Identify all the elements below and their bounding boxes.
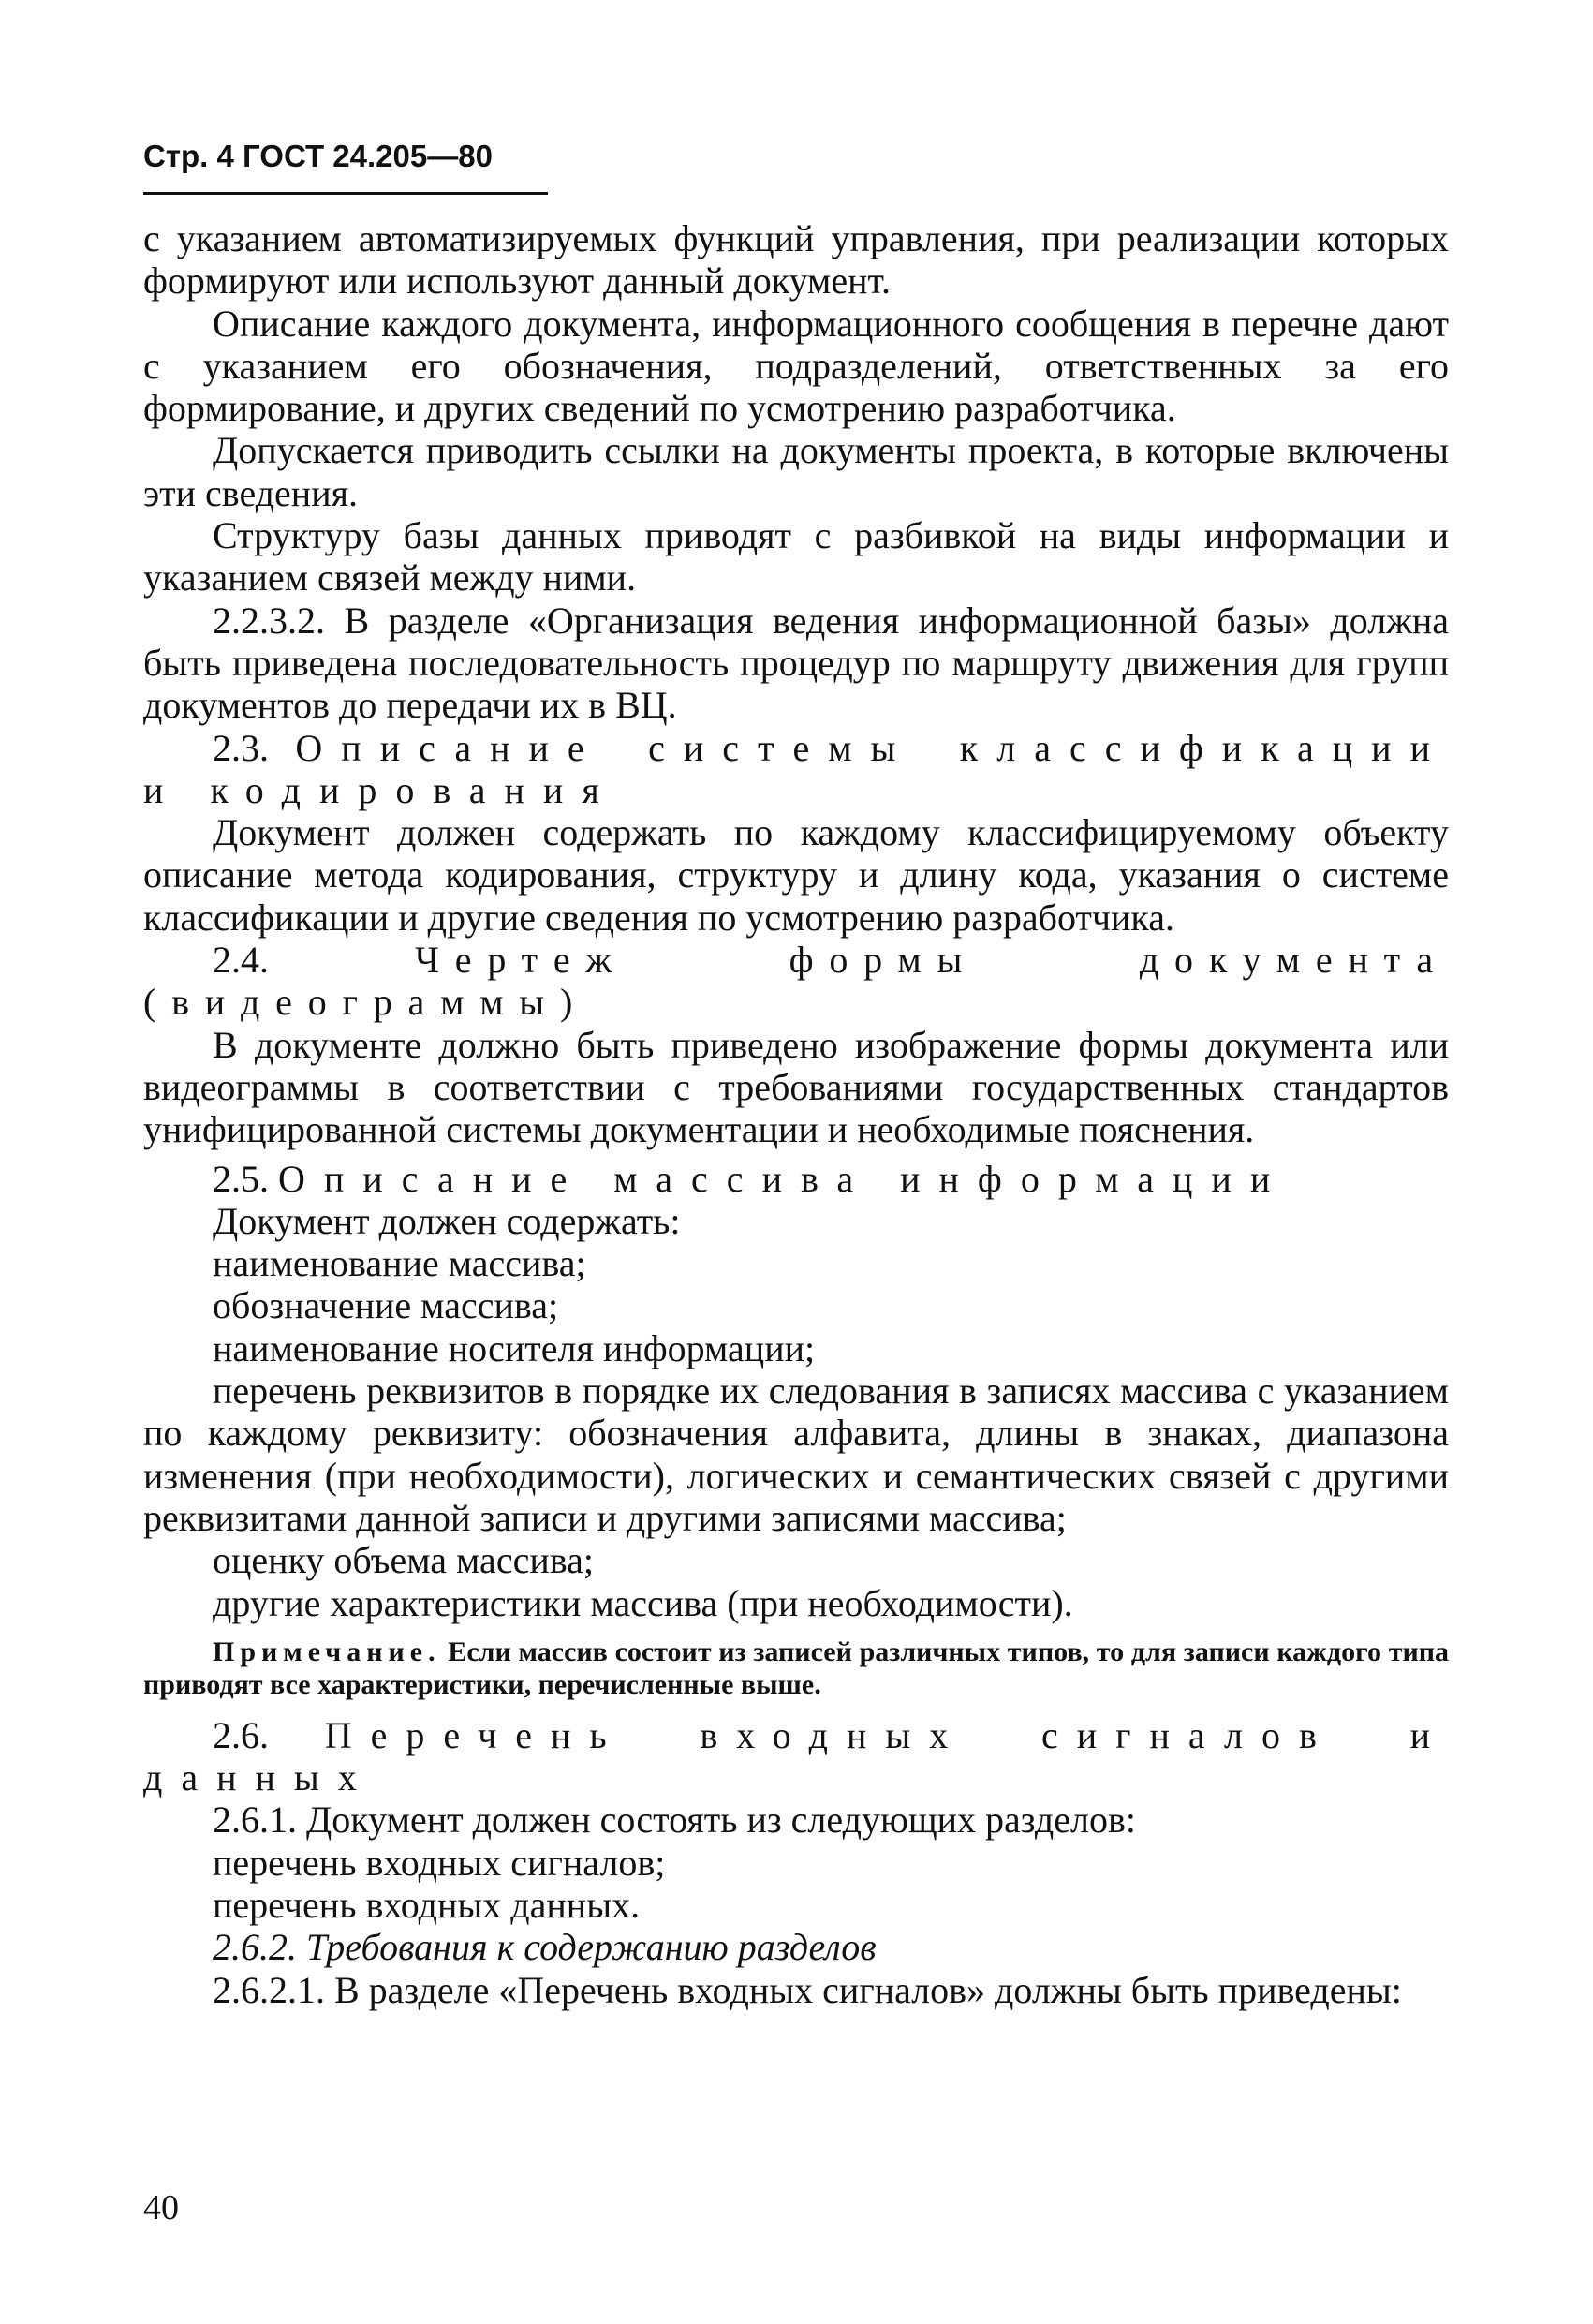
list-item: перечень реквизитов в порядке их следования в записях массива с указанием по каждому реквизиту: обозначения алфавита, длины в знаках, диапазона изменения (при необходимости), логических и семантических связей с другими реквизитами данной записи и другими записями массива; <box>143 1369 1449 1539</box>
section-title: Описание массива информации <box>278 1157 1290 1200</box>
paragraph: Допускается приводить ссылки на документы проекта, в которые включены эти сведения. <box>143 429 1449 514</box>
section-number: 2.3. <box>213 726 269 769</box>
list-item: обозначение массива; <box>213 1284 559 1327</box>
list-item: наименование массива; <box>213 1242 586 1285</box>
section-title: Чертеж формы документа (видеограммы) <box>143 939 1449 1024</box>
section-heading-2-5 <box>143 1158 1449 1200</box>
section-number: 2.5. <box>213 1157 269 1200</box>
note <box>143 1636 1449 1701</box>
section-title: Описание системы классификации и кодирования <box>143 726 1449 811</box>
list-item: перечень входных данных. <box>213 1883 641 1926</box>
section-intro: Документ должен содержать: <box>213 1199 681 1242</box>
paragraph-2-6-2-1: 2.6.2.1. В разделе «Перечень входных сигналов» должны быть приведены: <box>213 1968 1402 2011</box>
section-heading-2-3 <box>143 727 1449 812</box>
list-item: наименование носителя информации; <box>213 1326 816 1369</box>
document-body <box>143 217 1449 2011</box>
section-body: Документ должен содержать по каждому классифицируемому объекту описание метода кодирования, структуру и длину кода, указания о системе классификации и другие сведения по усмотрению разработчика. <box>143 811 1449 939</box>
paragraph: Структуру базы данных приводят с разбивкой на виды информации и указанием связей между ними. <box>143 514 1449 600</box>
section-heading-2-6 <box>143 1714 1449 1799</box>
paragraph-2-2-3-2: 2.2.3.2. В разделе «Организация ведения информационной базы» должна быть приведена последовательность процедур по маршруту движения для групп документов до передачи их в ВЦ. <box>143 599 1449 727</box>
paragraph: с указанием автоматизируемых функций управления, при реализации которых формируют или используют данный документ. <box>143 217 1449 303</box>
paragraph: Описание каждого документа, информационного сообщения в перечне дают с указанием его обозначения, подразделений, ответственных за его формирование, и других сведений по усмотрению разработчика. <box>143 302 1449 430</box>
page-header: Стр. 4 ГОСТ 24.205—80 <box>143 139 493 173</box>
section-number: 2.6. <box>213 1713 269 1756</box>
section-title: Перечень входных сигналов и данных <box>143 1713 1450 1799</box>
section-body: В документе должно быть приведено изображение формы документа или видеограммы в соответствии с требованиями государственных стандартов унифицированной системы документации и необходимые пояснения. <box>143 1023 1449 1151</box>
section-number: 2.4. <box>213 939 269 982</box>
list-item: перечень входных сигналов; <box>213 1841 666 1884</box>
section-heading-2-4 <box>143 939 1449 1024</box>
subsection-heading-2-6-2: 2.6.2. Требования к содержанию разделов <box>213 1926 877 1969</box>
note-text: Если массив состоит из записей различных типов, то для записи каждого типа приводят все характеристики, перечисленные выше. <box>143 1636 1450 1700</box>
list-item: оценку объема массива; <box>213 1539 594 1582</box>
note-label: Примечание. <box>213 1636 441 1667</box>
page-number: 40 <box>143 2188 179 2228</box>
header-rule <box>143 192 548 195</box>
list-item: другие характеристики массива (при необходимости). <box>213 1581 1073 1624</box>
paragraph-2-6-1: 2.6.1. Документ должен состоять из следующих разделов: <box>213 1799 1136 1842</box>
